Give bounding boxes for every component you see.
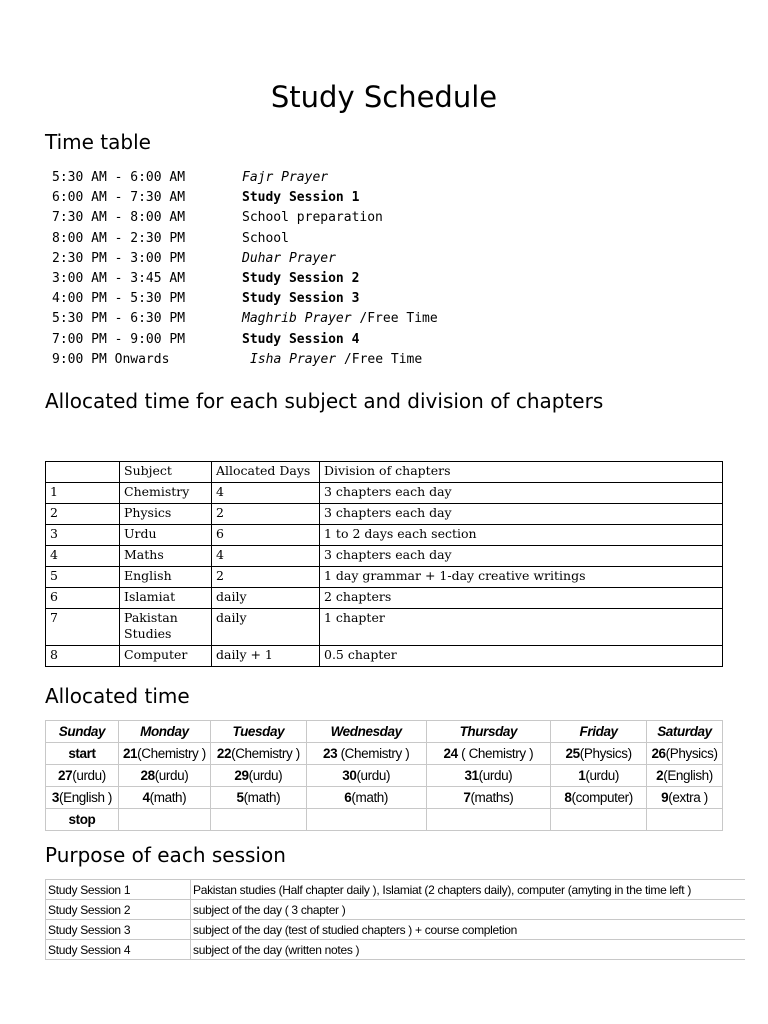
- table-cell: 1 to 2 days each section: [320, 525, 723, 546]
- table-header-cell: [46, 462, 120, 483]
- calendar-row: [46, 809, 723, 831]
- timetable-activity: [242, 208, 383, 228]
- timetable-activity: [242, 309, 438, 329]
- timetable-activity-name: Fajr Prayer: [242, 170, 329, 185]
- timetable-activity: [242, 289, 359, 309]
- table-cell: Physics: [120, 504, 212, 525]
- timetable-activity-name: Study Session 3: [242, 291, 360, 307]
- table-cell: 3 chapters each day: [320, 504, 723, 525]
- purpose-heading: Purpose of each session: [45, 843, 286, 867]
- table-cell: 0.5 chapter: [320, 646, 723, 667]
- table-cell: 3 chapters each day: [320, 546, 723, 567]
- session-name: Study Session 3: [46, 920, 191, 940]
- date-number: 9: [661, 790, 669, 805]
- date-subject: (urdu): [248, 768, 283, 783]
- day-header: Sunday: [46, 721, 119, 743]
- timetable-time: 8:00 AM - 2:30 PM: [52, 230, 186, 246]
- calendar-cell: [426, 765, 551, 787]
- table-cell: 5: [46, 567, 120, 588]
- session-purpose: subject of the day ( 3 chapter ): [191, 900, 746, 920]
- session-name: Study Session 4: [46, 940, 191, 960]
- timetable-activity-name: Duhar Prayer: [242, 250, 336, 266]
- date-number: 21: [122, 746, 138, 761]
- calendar-cell: [551, 809, 647, 831]
- calendar-row: [46, 743, 723, 765]
- calendar-cell: [210, 743, 306, 765]
- date-subject: (urdu): [585, 768, 619, 783]
- timetable-activity-name: Isha Prayer: [250, 351, 337, 367]
- timetable-activity-suffix: /Free Time: [336, 351, 423, 367]
- session-purpose: subject of the day (written notes ): [191, 940, 746, 960]
- calendar-cell: [46, 743, 119, 765]
- calendar-cell: [118, 809, 210, 831]
- table-cell: Islamiat: [120, 588, 212, 609]
- table-cell: daily: [212, 609, 320, 646]
- table-cell: 3: [46, 525, 120, 546]
- timetable-activity: [242, 229, 289, 249]
- day-header: Friday: [551, 721, 647, 743]
- date-number: 1: [578, 768, 586, 783]
- date-number: 26: [651, 746, 666, 761]
- calendar-cell: [118, 787, 210, 809]
- timetable-activity-name: Study Session 1: [242, 190, 360, 206]
- calendar-cell: [647, 809, 723, 831]
- day-header: Thursday: [426, 721, 551, 743]
- date-subject: (urdu): [72, 768, 106, 783]
- date-subject: (urdu): [356, 768, 391, 783]
- date-subject: (computer): [571, 790, 633, 805]
- table-cell: 2: [212, 567, 320, 588]
- calendar-cell: [426, 743, 551, 765]
- calendar-cell: [551, 787, 647, 809]
- table-cell: English: [120, 567, 212, 588]
- table-cell: 7: [46, 609, 120, 646]
- table-row: [46, 483, 723, 504]
- timetable-time: 5:30 AM - 6:00 AM: [52, 170, 186, 185]
- date-subject: (Physics): [665, 746, 718, 761]
- date-number: 30: [342, 768, 357, 783]
- calendar-cell: [210, 809, 306, 831]
- date-number: 23: [323, 746, 338, 761]
- table-cell: daily: [212, 588, 320, 609]
- table-header-row: [46, 462, 723, 483]
- date-number: 29: [234, 768, 249, 783]
- calendar-cell: [426, 809, 551, 831]
- table-header-cell: Subject: [120, 462, 212, 483]
- calendar-cell: [306, 787, 426, 809]
- table-cell: 4: [212, 546, 320, 567]
- calendar-cell: [426, 787, 551, 809]
- timetable-activity: [242, 330, 359, 350]
- table-cell: 1: [46, 483, 120, 504]
- purpose-row: [46, 920, 746, 940]
- date-number: 2: [656, 768, 664, 783]
- table-cell: Pakistan Studies: [120, 609, 212, 646]
- date-subject: (English ): [59, 790, 113, 805]
- session-name: Study Session 2: [46, 900, 191, 920]
- timetable-activity: [242, 269, 359, 289]
- table-cell: 1 chapter: [320, 609, 723, 646]
- timetable-activity-name: School: [242, 230, 289, 246]
- calendar-row: [46, 787, 723, 809]
- date-subject: ( Chemistry ): [457, 746, 534, 761]
- session-purpose: subject of the day (test of studied chapters ) + course completion: [191, 920, 746, 940]
- timetable-time: 5:30 PM - 6:30 PM: [52, 311, 186, 327]
- timetable-activity-name: Study Session 4: [242, 331, 360, 347]
- timetable-time: 4:00 PM - 5:30 PM: [52, 291, 186, 307]
- date-subject: (Chemistry ): [137, 746, 206, 761]
- table-cell: 2 chapters: [320, 588, 723, 609]
- date-number: 6: [344, 790, 352, 805]
- calendar-cell: [551, 765, 647, 787]
- date-subject: (maths): [470, 790, 514, 805]
- session-purpose-table: [45, 879, 745, 960]
- weekly-calendar-table: [45, 720, 723, 831]
- table-cell: 6: [46, 588, 120, 609]
- calendar-cell: [647, 743, 723, 765]
- date-number: 27: [58, 768, 73, 783]
- day-header: Wednesday: [306, 721, 426, 743]
- timetable-activity: [242, 249, 336, 269]
- day-header: Monday: [118, 721, 210, 743]
- timetable-activity: [242, 188, 359, 208]
- table-row: [46, 567, 723, 588]
- table-header-cell: Allocated Days: [212, 462, 320, 483]
- table-cell: daily + 1: [212, 646, 320, 667]
- table-cell: 8: [46, 646, 120, 667]
- date-number: 7: [463, 790, 471, 805]
- table-cell: Urdu: [120, 525, 212, 546]
- date-subject: (extra ): [668, 790, 708, 805]
- table-cell: 2: [212, 504, 320, 525]
- table-cell: Maths: [120, 546, 212, 567]
- calendar-cell: [210, 787, 306, 809]
- timetable-time: 7:30 AM - 8:00 AM: [52, 210, 186, 226]
- day-header: Tuesday: [210, 721, 306, 743]
- timetable-activity-suffix: /Free Time: [351, 311, 438, 327]
- table-cell: 2: [46, 504, 120, 525]
- table-cell: 3 chapters each day: [320, 483, 723, 504]
- table-header-cell: Division of chapters: [320, 462, 723, 483]
- table-cell: Computer: [120, 646, 212, 667]
- timetable-activity-name: Maghrib Prayer: [242, 311, 352, 327]
- timetable-time: 7:00 PM - 9:00 PM: [52, 331, 186, 347]
- calendar-cell: [46, 765, 119, 787]
- date-number: 8: [564, 790, 572, 805]
- allocated-time-heading: Allocated time: [45, 684, 190, 708]
- table-cell: 6: [212, 525, 320, 546]
- date-number: stop: [68, 812, 96, 827]
- date-number: 5: [236, 790, 244, 805]
- date-subject: (Chemistry ): [337, 746, 410, 761]
- calendar-cell: [306, 743, 426, 765]
- allocated-subjects-heading: Allocated time for each subject and division of chapters: [45, 389, 604, 413]
- table-row: [46, 525, 723, 546]
- calendar-cell: [210, 765, 306, 787]
- table-row: [46, 588, 723, 609]
- calendar-cell: [118, 743, 210, 765]
- timetable-activity-name: School preparation: [242, 210, 383, 226]
- date-number: 28: [140, 768, 155, 783]
- calendar-cell: [647, 787, 723, 809]
- timetable-activity: [250, 350, 422, 370]
- table-row: [46, 504, 723, 525]
- table-row: [46, 546, 723, 567]
- table-cell: 4: [46, 546, 120, 567]
- date-subject: (urdu): [478, 768, 513, 783]
- table-cell: 1 day grammar + 1-day creative writings: [320, 567, 723, 588]
- date-subject: (urdu): [154, 768, 189, 783]
- date-subject: (math): [149, 790, 187, 805]
- date-subject: (math): [243, 790, 281, 805]
- timetable-activity: [242, 168, 328, 188]
- session-purpose: Pakistan studies (Half chapter daily ), Islamiat (2 chapters daily), computer (amyting in the time left ): [191, 880, 746, 900]
- date-subject: (math): [351, 790, 389, 805]
- day-header: Saturday: [647, 721, 723, 743]
- date-number: 31: [464, 768, 479, 783]
- date-number: start: [68, 746, 96, 761]
- date-number: 24: [443, 746, 458, 761]
- table-cell: Chemistry: [120, 483, 212, 504]
- table-cell: 4: [212, 483, 320, 504]
- calendar-cell: [551, 743, 647, 765]
- timetable-time: 6:00 AM - 7:30 AM: [52, 190, 186, 206]
- date-subject: (Physics): [579, 746, 632, 761]
- calendar-cell: [647, 765, 723, 787]
- date-number: 4: [142, 790, 150, 805]
- calendar-cell: [306, 809, 426, 831]
- timetable-activity-name: Study Session 2: [242, 270, 360, 286]
- timetable-time: 9:00 PM Onwards: [52, 351, 170, 367]
- date-number: 22: [216, 746, 232, 761]
- date-subject: (English): [663, 768, 713, 783]
- calendar-cell: [306, 765, 426, 787]
- date-subject: (Chemistry ): [231, 746, 300, 761]
- date-number: 25: [565, 746, 580, 761]
- subject-allocation-table: [45, 461, 723, 667]
- date-number: 3: [51, 790, 59, 805]
- calendar-row: [46, 765, 723, 787]
- purpose-row: [46, 880, 746, 900]
- table-row: [46, 609, 723, 646]
- timetable-heading: Time table: [45, 130, 151, 154]
- table-row: [46, 646, 723, 667]
- timetable-time: 3:00 AM - 3:45 AM: [52, 270, 186, 286]
- calendar-cell: [46, 809, 119, 831]
- page-title: Study Schedule: [270, 80, 498, 114]
- timetable-time: 2:30 PM - 3:00 PM: [52, 250, 186, 266]
- purpose-row: [46, 900, 746, 920]
- purpose-row: [46, 940, 746, 960]
- session-name: Study Session 1: [46, 880, 191, 900]
- calendar-cell: [118, 765, 210, 787]
- calendar-cell: [46, 787, 119, 809]
